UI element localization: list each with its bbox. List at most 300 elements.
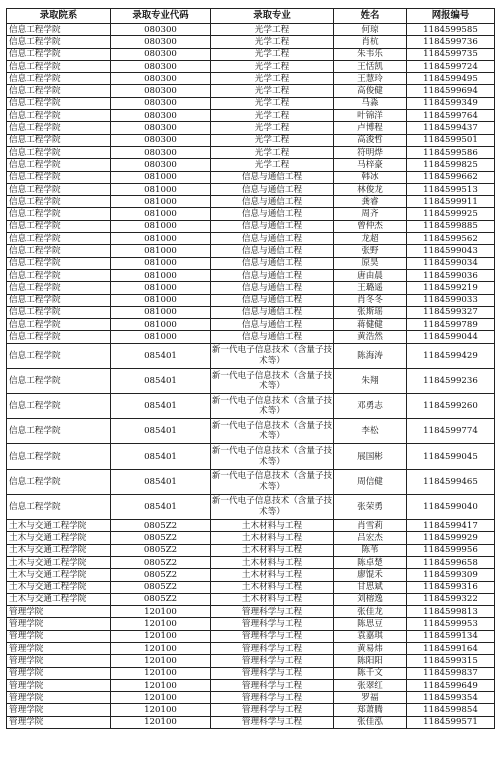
cell-major-code: 120100 [111, 716, 211, 728]
table-row [7, 716, 495, 728]
cell-major: 光学工程 [211, 73, 334, 85]
cell-department: 信息工程学院 [7, 257, 111, 269]
cell-major-code: 0805Z2 [111, 556, 211, 568]
cell-name: 肖雪莉 [334, 520, 407, 532]
cell-name: 周齐 [334, 208, 407, 220]
cell-department: 土木与交通工程学院 [7, 581, 111, 593]
table-row [7, 233, 495, 245]
cell-name: 肖冬冬 [334, 294, 407, 306]
table-row [7, 24, 495, 36]
cell-department: 信息工程学院 [7, 306, 111, 318]
cell-name: 龙超 [334, 233, 407, 245]
table-row [7, 679, 495, 691]
cell-major-code: 120100 [111, 667, 211, 679]
cell-major: 土木材料与工程 [211, 569, 334, 581]
table-row [7, 618, 495, 630]
cell-major: 光学工程 [211, 48, 334, 60]
cell-major-code: 0805Z2 [111, 581, 211, 593]
cell-name: 唐由晨 [334, 269, 407, 281]
cell-registration-number: 1184599562 [407, 233, 495, 245]
cell-name: 叶锦洋 [334, 110, 407, 122]
cell-major-code: 085401 [111, 368, 211, 393]
cell-major: 土木材料与工程 [211, 581, 334, 593]
cell-name: 陈思豆 [334, 618, 407, 630]
cell-name: 黄易炜 [334, 643, 407, 655]
cell-major-code: 080300 [111, 48, 211, 60]
cell-registration-number: 1184599033 [407, 294, 495, 306]
cell-registration-number: 1184599911 [407, 196, 495, 208]
table-row [7, 110, 495, 122]
cell-major-code: 085401 [111, 419, 211, 444]
cell-major-code: 080300 [111, 110, 211, 122]
cell-department: 管理学院 [7, 716, 111, 728]
cell-registration-number: 1184599885 [407, 220, 495, 232]
cell-department: 信息工程学院 [7, 469, 111, 494]
cell-major: 信息与通信工程 [211, 294, 334, 306]
cell-name: 王恬凯 [334, 60, 407, 72]
table-row [7, 494, 495, 519]
cell-name: 郑萧腾 [334, 704, 407, 716]
cell-name: 陈海涛 [334, 343, 407, 368]
cell-major-code: 081000 [111, 171, 211, 183]
cell-name: 陈卓楚 [334, 556, 407, 568]
cell-major-code: 081000 [111, 245, 211, 257]
cell-major-code: 120100 [111, 692, 211, 704]
cell-name: 张佳龙 [334, 606, 407, 618]
cell-major: 管理科学与工程 [211, 643, 334, 655]
cell-major-code: 085401 [111, 469, 211, 494]
cell-major: 管理科学与工程 [211, 704, 334, 716]
cell-registration-number: 1184599513 [407, 183, 495, 195]
cell-major-code: 080300 [111, 122, 211, 134]
cell-major: 管理科学与工程 [211, 679, 334, 691]
table-row [7, 122, 495, 134]
cell-major-code: 081000 [111, 306, 211, 318]
cell-registration-number: 1184599658 [407, 556, 495, 568]
cell-registration-number: 1184599571 [407, 716, 495, 728]
header-major: 录取专业 [211, 9, 334, 24]
cell-department: 信息工程学院 [7, 282, 111, 294]
cell-major-code: 120100 [111, 643, 211, 655]
cell-department: 管理学院 [7, 667, 111, 679]
cell-registration-number: 1184599465 [407, 469, 495, 494]
cell-department: 信息工程学院 [7, 48, 111, 60]
cell-registration-number: 1184599724 [407, 60, 495, 72]
cell-name: 林俊龙 [334, 183, 407, 195]
cell-name: 甘思斌 [334, 581, 407, 593]
cell-name: 蒋健健 [334, 319, 407, 331]
table-row [7, 368, 495, 393]
cell-department: 信息工程学院 [7, 73, 111, 85]
cell-department: 信息工程学院 [7, 24, 111, 36]
cell-major: 光学工程 [211, 60, 334, 72]
table-row [7, 692, 495, 704]
cell-registration-number: 1184599774 [407, 419, 495, 444]
cell-registration-number: 1184599040 [407, 494, 495, 519]
cell-major: 信息与通信工程 [211, 183, 334, 195]
cell-name: 周信健 [334, 469, 407, 494]
header-name: 姓名 [334, 9, 407, 24]
cell-registration-number: 1184599036 [407, 269, 495, 281]
cell-registration-number: 1184599327 [407, 306, 495, 318]
cell-department: 信息工程学院 [7, 159, 111, 171]
cell-department: 信息工程学院 [7, 331, 111, 343]
cell-name: 张翠红 [334, 679, 407, 691]
cell-name: 原昊 [334, 257, 407, 269]
cell-department: 信息工程学院 [7, 220, 111, 232]
cell-registration-number: 1184599044 [407, 331, 495, 343]
document-page [6, 8, 494, 729]
cell-major: 光学工程 [211, 85, 334, 97]
cell-department: 土木与交通工程学院 [7, 520, 111, 532]
cell-name: 朱翔 [334, 368, 407, 393]
cell-department: 信息工程学院 [7, 134, 111, 146]
table-row [7, 159, 495, 171]
cell-name: 王璐遥 [334, 282, 407, 294]
cell-registration-number: 1184599649 [407, 679, 495, 691]
cell-department: 信息工程学院 [7, 494, 111, 519]
table-row [7, 73, 495, 85]
cell-name: 符明烨 [334, 146, 407, 158]
cell-department: 管理学院 [7, 679, 111, 691]
cell-major-code: 080300 [111, 134, 211, 146]
cell-major-code: 120100 [111, 630, 211, 642]
cell-name: 张佳泓 [334, 716, 407, 728]
table-row [7, 655, 495, 667]
cell-major: 信息与通信工程 [211, 257, 334, 269]
table-row [7, 282, 495, 294]
cell-major: 信息与通信工程 [211, 220, 334, 232]
cell-name: 吕宏杰 [334, 532, 407, 544]
cell-major: 新一代电子信息技术（含量子技术等） [211, 419, 334, 444]
cell-name: 张野 [334, 245, 407, 257]
table-row [7, 245, 495, 257]
table-row [7, 643, 495, 655]
cell-department: 管理学院 [7, 618, 111, 630]
cell-major: 管理科学与工程 [211, 716, 334, 728]
cell-major-code: 081000 [111, 220, 211, 232]
table-row [7, 269, 495, 281]
cell-major: 土木材料与工程 [211, 593, 334, 605]
cell-major: 信息与通信工程 [211, 208, 334, 220]
cell-department: 信息工程学院 [7, 85, 111, 97]
cell-name: 龚睿 [334, 196, 407, 208]
cell-name: 卢博程 [334, 122, 407, 134]
cell-major: 管理科学与工程 [211, 618, 334, 630]
cell-department: 信息工程学院 [7, 233, 111, 245]
cell-major-code: 081000 [111, 294, 211, 306]
cell-registration-number: 1184599260 [407, 394, 495, 419]
table-row [7, 630, 495, 642]
cell-major: 信息与通信工程 [211, 269, 334, 281]
cell-registration-number: 1184599854 [407, 704, 495, 716]
table-body [7, 24, 495, 729]
table-row [7, 85, 495, 97]
cell-registration-number: 1184599789 [407, 319, 495, 331]
cell-department: 信息工程学院 [7, 269, 111, 281]
cell-major-code: 080300 [111, 85, 211, 97]
cell-major-code: 080300 [111, 36, 211, 48]
table-row [7, 60, 495, 72]
cell-major-code: 080300 [111, 24, 211, 36]
cell-major: 光学工程 [211, 134, 334, 146]
cell-name: 朱韦乐 [334, 48, 407, 60]
cell-name: 展国彬 [334, 444, 407, 469]
cell-name: 王慧玲 [334, 73, 407, 85]
cell-name: 何琼 [334, 24, 407, 36]
cell-registration-number: 1184599034 [407, 257, 495, 269]
cell-registration-number: 1184599953 [407, 618, 495, 630]
cell-registration-number: 1184599417 [407, 520, 495, 532]
cell-name: 邓勇志 [334, 394, 407, 419]
cell-major-code: 120100 [111, 679, 211, 691]
cell-major-code: 120100 [111, 704, 211, 716]
table-row [7, 220, 495, 232]
table-row [7, 606, 495, 618]
cell-major: 信息与通信工程 [211, 282, 334, 294]
table-row [7, 469, 495, 494]
cell-department: 信息工程学院 [7, 294, 111, 306]
cell-department: 信息工程学院 [7, 245, 111, 257]
cell-name: 陈苇 [334, 544, 407, 556]
cell-name: 肖杭 [334, 36, 407, 48]
cell-name: 陈千文 [334, 667, 407, 679]
cell-registration-number: 1184599585 [407, 24, 495, 36]
cell-registration-number: 1184599316 [407, 581, 495, 593]
table-row [7, 419, 495, 444]
cell-registration-number: 1184599825 [407, 159, 495, 171]
table-row [7, 520, 495, 532]
cell-major-code: 081000 [111, 196, 211, 208]
cell-major-code: 085401 [111, 494, 211, 519]
cell-major: 光学工程 [211, 97, 334, 109]
cell-major-code: 080300 [111, 146, 211, 158]
cell-major: 新一代电子信息技术（含量子技术等） [211, 343, 334, 368]
cell-major: 信息与通信工程 [211, 245, 334, 257]
table-row [7, 171, 495, 183]
cell-department: 信息工程学院 [7, 97, 111, 109]
table-row [7, 183, 495, 195]
cell-department: 信息工程学院 [7, 394, 111, 419]
cell-department: 管理学院 [7, 630, 111, 642]
cell-name: 张荣勇 [334, 494, 407, 519]
cell-major: 光学工程 [211, 24, 334, 36]
cell-registration-number: 1184599219 [407, 282, 495, 294]
header-department: 录取院系 [7, 9, 111, 24]
cell-name: 高浚哲 [334, 134, 407, 146]
cell-major: 光学工程 [211, 146, 334, 158]
cell-major: 管理科学与工程 [211, 667, 334, 679]
cell-registration-number: 1184599429 [407, 343, 495, 368]
cell-major: 管理科学与工程 [211, 655, 334, 667]
cell-registration-number: 1184599929 [407, 532, 495, 544]
cell-registration-number: 1184599354 [407, 692, 495, 704]
cell-major: 光学工程 [211, 36, 334, 48]
cell-name: 李松 [334, 419, 407, 444]
cell-major-code: 081000 [111, 233, 211, 245]
table-row [7, 97, 495, 109]
cell-major-code: 081000 [111, 319, 211, 331]
table-row [7, 667, 495, 679]
cell-registration-number: 1184599349 [407, 97, 495, 109]
table-row [7, 306, 495, 318]
table-row [7, 48, 495, 60]
cell-major-code: 085401 [111, 444, 211, 469]
table-header-row [7, 9, 495, 24]
cell-major-code: 080300 [111, 97, 211, 109]
table-row [7, 196, 495, 208]
cell-name: 高俊健 [334, 85, 407, 97]
cell-major-code: 081000 [111, 331, 211, 343]
cell-department: 信息工程学院 [7, 419, 111, 444]
cell-registration-number: 1184599956 [407, 544, 495, 556]
cell-registration-number: 1184599164 [407, 643, 495, 655]
table-row [7, 208, 495, 220]
cell-department: 信息工程学院 [7, 122, 111, 134]
cell-major-code: 081000 [111, 257, 211, 269]
cell-major: 光学工程 [211, 110, 334, 122]
cell-registration-number: 1184599134 [407, 630, 495, 642]
table-row [7, 581, 495, 593]
cell-name: 罗福 [334, 692, 407, 704]
cell-department: 信息工程学院 [7, 36, 111, 48]
cell-department: 信息工程学院 [7, 208, 111, 220]
cell-department: 管理学院 [7, 692, 111, 704]
cell-major-code: 120100 [111, 618, 211, 630]
cell-name: 袁嘉琪 [334, 630, 407, 642]
cell-department: 信息工程学院 [7, 368, 111, 393]
cell-name: 陈阳阳 [334, 655, 407, 667]
cell-registration-number: 1184599735 [407, 48, 495, 60]
cell-registration-number: 1184599501 [407, 134, 495, 146]
cell-major: 信息与通信工程 [211, 233, 334, 245]
cell-registration-number: 1184599045 [407, 444, 495, 469]
cell-major-code: 080300 [111, 73, 211, 85]
table-row [7, 134, 495, 146]
cell-name: 韩冰 [334, 171, 407, 183]
table-row [7, 331, 495, 343]
cell-major: 新一代电子信息技术（含量子技术等） [211, 444, 334, 469]
cell-registration-number: 1184599837 [407, 667, 495, 679]
cell-name: 马梓豪 [334, 159, 407, 171]
cell-department: 信息工程学院 [7, 60, 111, 72]
table-row [7, 444, 495, 469]
cell-name: 刘榕逸 [334, 593, 407, 605]
cell-department: 信息工程学院 [7, 110, 111, 122]
cell-major-code: 0805Z2 [111, 532, 211, 544]
cell-department: 管理学院 [7, 704, 111, 716]
header-major-code: 录取专业代码 [111, 9, 211, 24]
cell-department: 信息工程学院 [7, 444, 111, 469]
cell-registration-number: 1184599764 [407, 110, 495, 122]
table-row [7, 257, 495, 269]
cell-major: 土木材料与工程 [211, 556, 334, 568]
admission-table [6, 8, 495, 729]
cell-department: 管理学院 [7, 655, 111, 667]
cell-registration-number: 1184599043 [407, 245, 495, 257]
cell-major: 管理科学与工程 [211, 630, 334, 642]
cell-department: 土木与交通工程学院 [7, 556, 111, 568]
cell-registration-number: 1184599236 [407, 368, 495, 393]
cell-major: 新一代电子信息技术（含量子技术等） [211, 494, 334, 519]
cell-major-code: 0805Z2 [111, 569, 211, 581]
cell-registration-number: 1184599736 [407, 36, 495, 48]
cell-registration-number: 1184599315 [407, 655, 495, 667]
cell-department: 管理学院 [7, 643, 111, 655]
cell-major-code: 081000 [111, 183, 211, 195]
cell-registration-number: 1184599309 [407, 569, 495, 581]
cell-major: 土木材料与工程 [211, 520, 334, 532]
cell-major: 信息与通信工程 [211, 196, 334, 208]
cell-registration-number: 1184599586 [407, 146, 495, 158]
table-row [7, 343, 495, 368]
table-row [7, 532, 495, 544]
cell-department: 信息工程学院 [7, 343, 111, 368]
cell-major: 信息与通信工程 [211, 171, 334, 183]
cell-department: 信息工程学院 [7, 196, 111, 208]
cell-registration-number: 1184599813 [407, 606, 495, 618]
cell-major: 管理科学与工程 [211, 606, 334, 618]
cell-department: 土木与交通工程学院 [7, 569, 111, 581]
cell-name: 黄浩然 [334, 331, 407, 343]
cell-major: 光学工程 [211, 122, 334, 134]
cell-major-code: 080300 [111, 159, 211, 171]
cell-registration-number: 1184599662 [407, 171, 495, 183]
cell-department: 土木与交通工程学院 [7, 544, 111, 556]
cell-major: 信息与通信工程 [211, 306, 334, 318]
cell-department: 信息工程学院 [7, 319, 111, 331]
cell-department: 土木与交通工程学院 [7, 532, 111, 544]
table-row [7, 569, 495, 581]
table-row [7, 394, 495, 419]
cell-major: 信息与通信工程 [211, 319, 334, 331]
cell-major-code: 0805Z2 [111, 520, 211, 532]
cell-major: 新一代电子信息技术（含量子技术等） [211, 368, 334, 393]
header-registration-number: 网报编号 [407, 9, 495, 24]
cell-name: 廖馄禾 [334, 569, 407, 581]
cell-name: 马淼 [334, 97, 407, 109]
cell-major: 信息与通信工程 [211, 331, 334, 343]
cell-registration-number: 1184599925 [407, 208, 495, 220]
cell-department: 管理学院 [7, 606, 111, 618]
cell-major-code: 085401 [111, 343, 211, 368]
cell-major: 光学工程 [211, 159, 334, 171]
cell-department: 信息工程学院 [7, 183, 111, 195]
cell-registration-number: 1184599322 [407, 593, 495, 605]
cell-major-code: 085401 [111, 394, 211, 419]
table-row [7, 593, 495, 605]
cell-major: 新一代电子信息技术（含量子技术等） [211, 394, 334, 419]
cell-major-code: 081000 [111, 269, 211, 281]
table-row [7, 294, 495, 306]
cell-major-code: 120100 [111, 606, 211, 618]
cell-registration-number: 1184599694 [407, 85, 495, 97]
cell-major: 管理科学与工程 [211, 692, 334, 704]
cell-major-code: 120100 [111, 655, 211, 667]
cell-registration-number: 1184599495 [407, 73, 495, 85]
cell-department: 信息工程学院 [7, 146, 111, 158]
cell-name: 张斯瑶 [334, 306, 407, 318]
table-row [7, 146, 495, 158]
cell-major-code: 0805Z2 [111, 544, 211, 556]
cell-department: 信息工程学院 [7, 171, 111, 183]
cell-major-code: 081000 [111, 282, 211, 294]
table-row [7, 704, 495, 716]
table-row [7, 36, 495, 48]
cell-major-code: 081000 [111, 208, 211, 220]
cell-registration-number: 1184599437 [407, 122, 495, 134]
cell-department: 土木与交通工程学院 [7, 593, 111, 605]
